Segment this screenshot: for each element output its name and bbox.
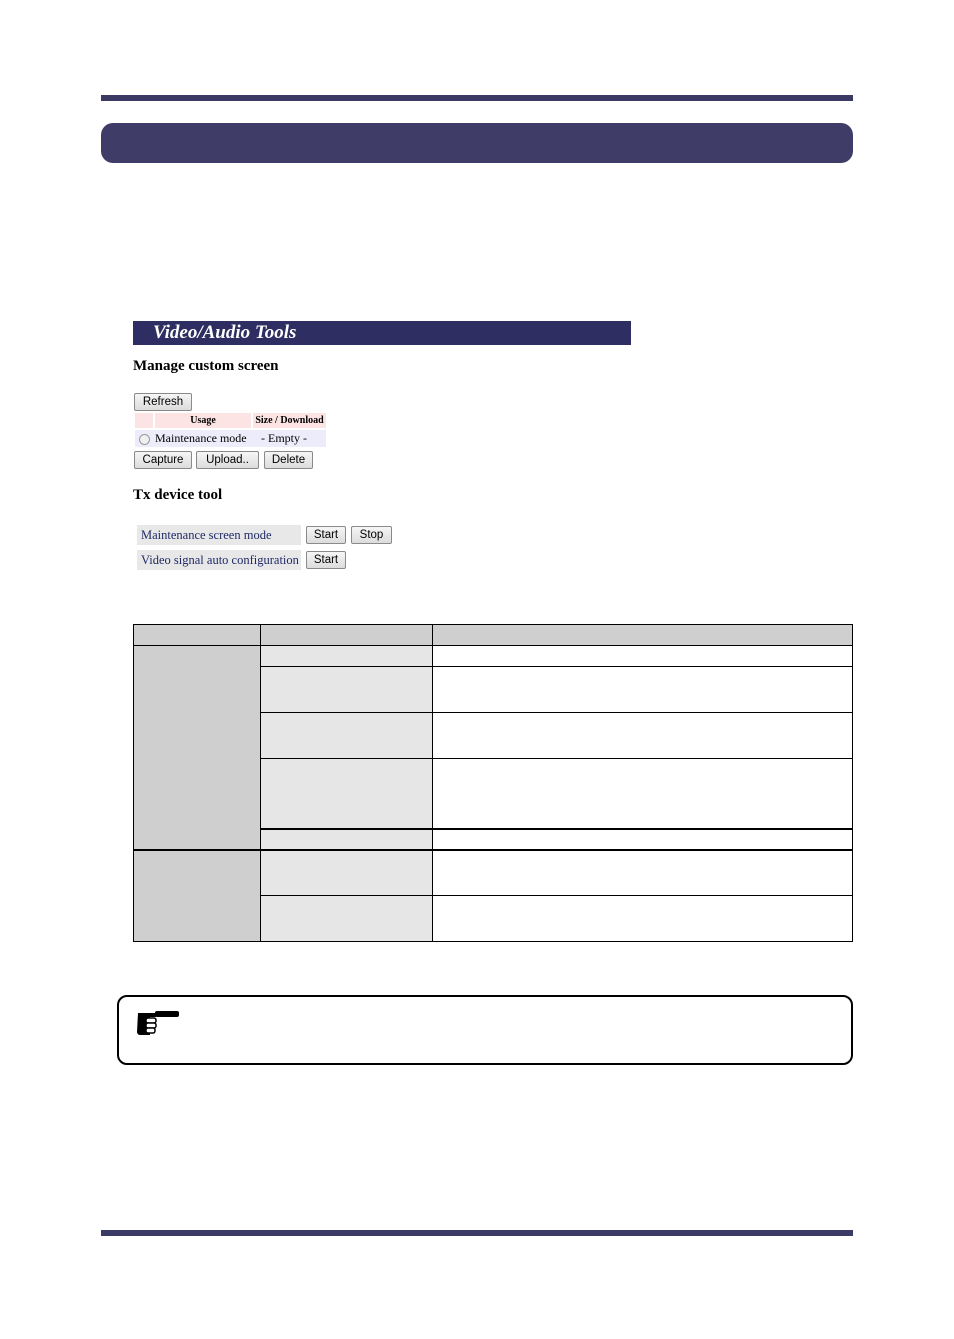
pointing-hand-icon: [135, 1009, 181, 1037]
settings-table: [133, 624, 853, 942]
row-radio-button[interactable]: [139, 434, 150, 445]
table-header-select: [135, 413, 153, 428]
item-column-group1: [261, 646, 433, 850]
maintenance-start-button[interactable]: Start: [306, 526, 346, 544]
refresh-button[interactable]: Refresh: [134, 393, 192, 411]
row-divider: [261, 758, 852, 759]
manage-custom-screen-heading: Manage custom screen: [133, 358, 279, 374]
row-divider: [261, 666, 852, 667]
row-divider: [261, 828, 852, 830]
description-column-group1: [433, 646, 852, 850]
maintenance-stop-button[interactable]: Stop: [351, 526, 392, 544]
row-divider: [261, 712, 852, 713]
table-header-usage: Usage: [155, 413, 251, 428]
maintenance-screen-mode-label: Maintenance screen mode: [137, 525, 301, 545]
chapter-header-bar: [101, 123, 853, 163]
group-cell-manage: [134, 646, 261, 850]
row-divider: [261, 895, 852, 896]
table-header-col2: [261, 625, 433, 645]
tx-device-tool-heading: Tx device tool: [133, 487, 223, 503]
bottom-rule: [101, 1230, 853, 1236]
group-cell-tx: [134, 851, 261, 941]
capture-button[interactable]: Capture: [134, 451, 192, 469]
top-rule: [101, 95, 853, 101]
row-size-cell: - Empty -: [261, 431, 307, 445]
description-column-group2: [433, 851, 852, 941]
upload-button[interactable]: Upload..: [196, 451, 259, 469]
table-header-col3: [433, 625, 852, 645]
item-column-group2: [261, 851, 433, 941]
row-usage-cell: Maintenance mode: [155, 431, 247, 445]
video-signal-auto-configuration-label: Video signal auto configuration: [137, 550, 301, 570]
table-header-size: Size / Download: [253, 413, 326, 428]
panel-title: Video/Audio Tools: [133, 321, 631, 345]
delete-button[interactable]: Delete: [264, 451, 313, 469]
video-signal-start-button[interactable]: Start: [306, 551, 346, 569]
video-audio-tools-panel: [133, 320, 633, 580]
table-header-col1: [134, 625, 261, 645]
note-box: [117, 995, 853, 1065]
